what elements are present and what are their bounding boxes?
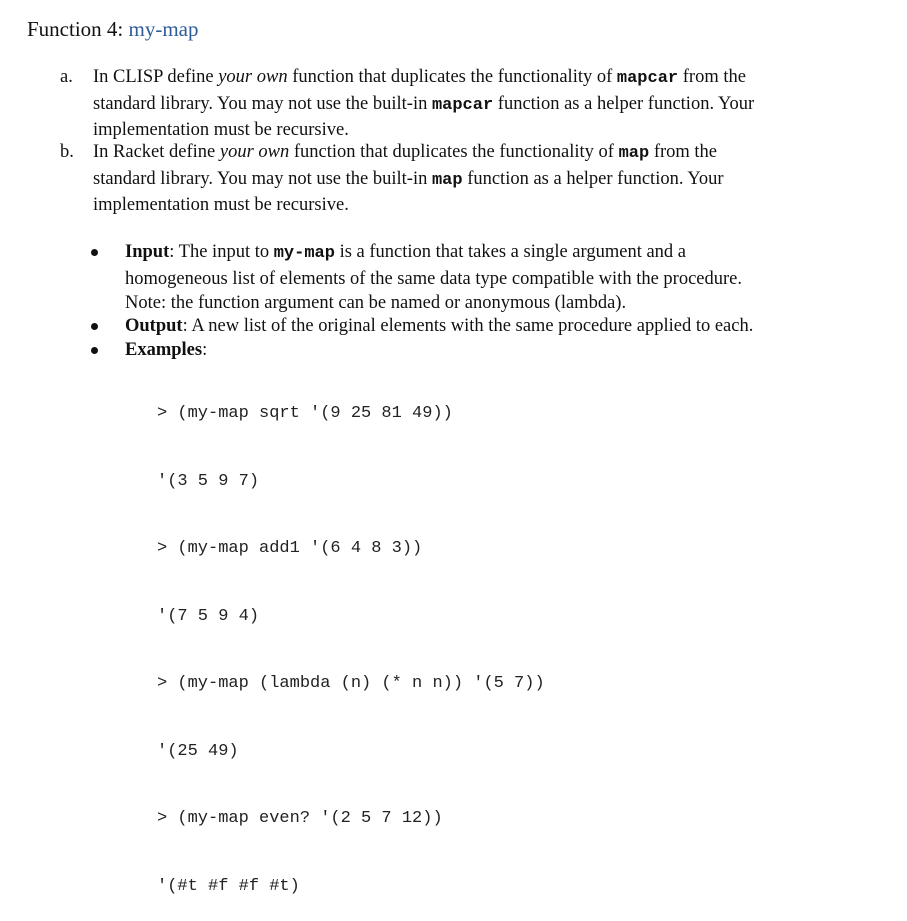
text-run: In Racket define <box>93 142 220 162</box>
input-label: Input <box>125 242 170 262</box>
heading-function-name: my-map <box>128 17 199 41</box>
bullet-input-text <box>125 240 742 316</box>
bullet-dot-icon <box>91 347 98 354</box>
code-my-map: my-map <box>273 244 335 263</box>
item-a-line-1 <box>93 65 883 92</box>
text-run: : <box>202 340 208 360</box>
item-b-letter: b. <box>60 142 74 162</box>
text-run: function as a helper function. Your <box>462 168 724 189</box>
item-b-line-1 <box>93 140 883 167</box>
heading-prefix: Function 4: <box>27 17 129 41</box>
text-run: standard library. You may not use the built-in <box>93 93 432 114</box>
bullet-input-line-2: homogeneous list of elements of the same data type compatible with the procedure. <box>125 268 742 289</box>
emphasis-your-own: your own <box>219 142 290 162</box>
bullet-dot-icon <box>91 323 98 330</box>
code-mapcar: mapcar <box>616 69 679 88</box>
bullet-input-line-1 <box>125 240 742 267</box>
text-run: function that duplicates the functionality of <box>287 67 617 87</box>
text-run: function that duplicates the functionality of <box>289 142 619 162</box>
text-run: : The input to <box>169 242 274 262</box>
bullet-dot-icon <box>91 249 98 256</box>
code-map: map <box>618 144 650 163</box>
text-run: is a function that takes a single argument and a <box>334 242 687 262</box>
item-a-letter: a. <box>60 67 73 87</box>
item-a-text <box>93 65 883 143</box>
text-run: In CLISP define <box>93 67 219 87</box>
example-line: '(7 5 9 4) <box>157 606 260 626</box>
item-a-line-3: implementation must be recursive. <box>93 120 349 140</box>
text-run: standard library. You may not use the built-in <box>93 168 432 189</box>
text-run: function as a helper function. Your <box>493 93 755 114</box>
text-run: : A new list of the original elements with the same procedure applied to each. <box>182 315 754 336</box>
bullet-input-line-3: Note: the function argument can be named or anonymous (lambda). <box>125 293 627 313</box>
example-line: '(25 49) <box>157 741 239 761</box>
item-b-line-2 <box>93 167 883 194</box>
code-mapcar: mapcar <box>431 95 494 115</box>
examples-label: Examples <box>125 340 203 360</box>
example-line: > (my-map add1 '(6 4 8 3)) <box>157 539 423 558</box>
code-map: map <box>431 170 463 190</box>
example-line: > (my-map sqrt '(9 25 81 49)) <box>157 404 453 423</box>
code-examples <box>157 358 545 921</box>
item-b-text <box>93 140 883 218</box>
text-run: from the <box>649 142 717 162</box>
example-line: > (my-map even? '(2 5 7 12)) <box>157 809 443 828</box>
bullet-output-text <box>125 314 753 339</box>
example-line: '(#t #f #f #t) <box>157 876 300 896</box>
item-a-line-2 <box>93 92 883 119</box>
section-heading <box>27 16 199 42</box>
example-line: '(3 5 9 7) <box>157 471 260 491</box>
emphasis-your-own: your own <box>218 67 288 87</box>
text-run: from the <box>678 67 746 87</box>
output-label: Output <box>125 315 183 336</box>
example-line: > (my-map (lambda (n) (* n n)) '(5 7)) <box>157 674 545 693</box>
item-b-line-3: implementation must be recursive. <box>93 195 349 215</box>
